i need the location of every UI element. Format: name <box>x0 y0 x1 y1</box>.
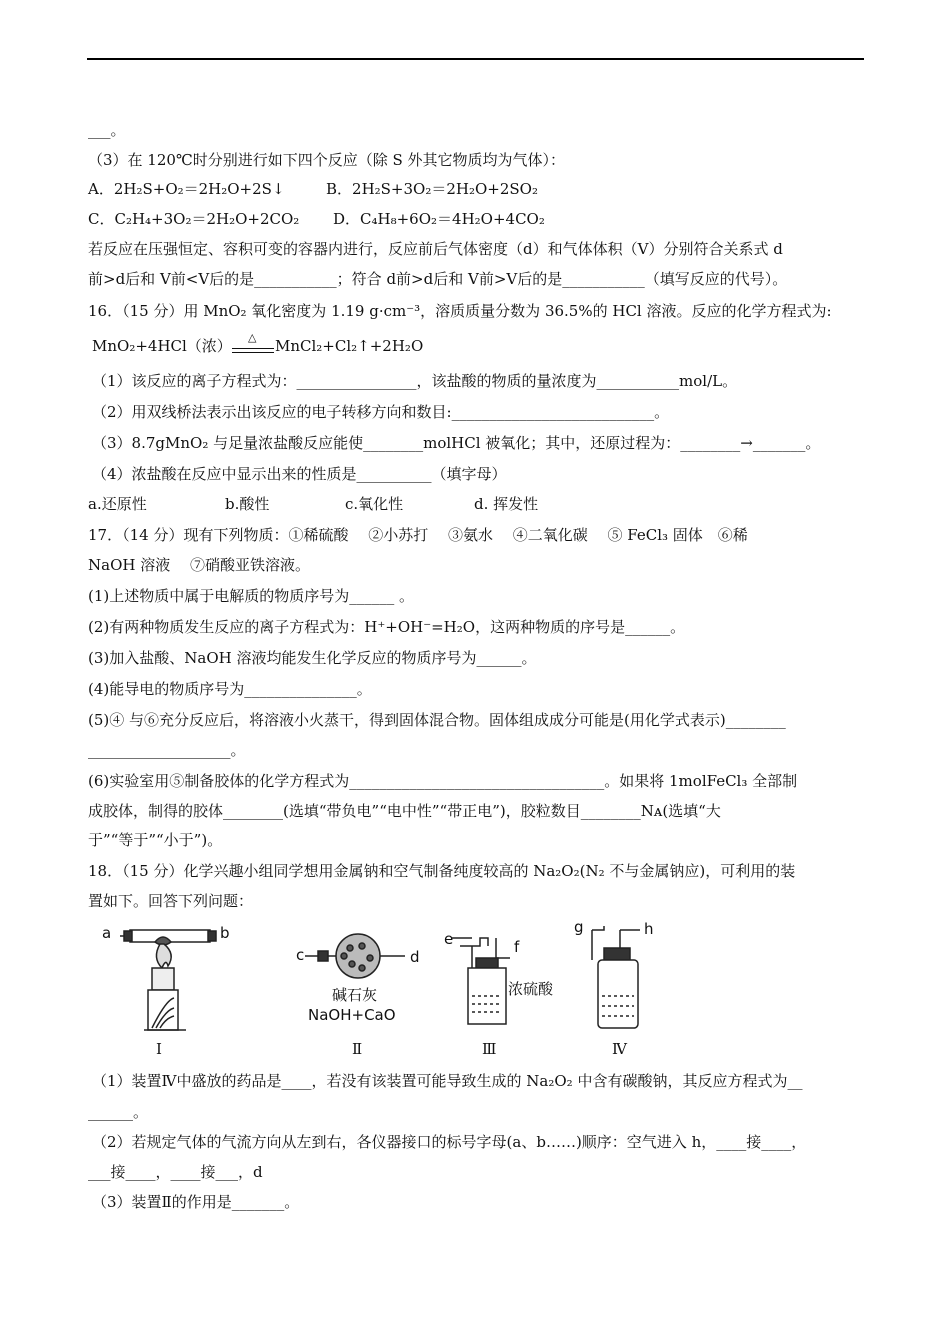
heat-symbol: △ <box>248 331 257 344</box>
port-label-c: c <box>296 946 305 964</box>
question-16: 16．（15 分）用 MnO₂ 氧化密度为 1.19 g·cm⁻³，溶质质量分数为 36.5%的 HCl 溶液。反应的化学方程式为: <box>88 302 832 320</box>
device-iv <box>592 926 640 1028</box>
option-b: B．2H₂S+3O₂＝2H₂O+2SO₂ <box>326 180 538 198</box>
option-a: A．2H₂S+O₂＝2H₂O+2S↓ <box>88 180 285 198</box>
text-line: （2）若规定气体的气流方向从左到右，各仪器接口的标号字母(a、b……)顺序：空气进入 h，____接____， <box>92 1133 807 1151</box>
device-i <box>120 930 216 1030</box>
text-line: (5)④ 与⑥充分反应后，将溶液小火蒸干，得到固体混合物。固体组成成分可能是(用化学式表示)________ <box>88 711 786 729</box>
text-line: NaOH 溶液 ⑦硝酸亚铁溶液。 <box>88 556 310 574</box>
caption-iv: Ⅳ <box>612 1040 627 1058</box>
text-line: 若反应在压强恒定、容积可变的容器内进行，反应前后气体密度（d）和气体体积（V）分别符合关系式 d <box>88 240 783 258</box>
text-line: 前>d后和 V前<V后的是___________；符合 d前>d后和 V前>V后的是___________（填写反应的代号）。 <box>88 270 788 288</box>
choice-c: c.氧化性 <box>345 495 404 513</box>
apparatus-figure <box>100 918 700 1063</box>
caption-i: Ⅰ <box>156 1040 162 1058</box>
port-label-g: g <box>574 918 584 936</box>
choice-a: a.还原性 <box>88 495 147 513</box>
port-label-h: h <box>644 920 654 938</box>
text-line: （4）浓盐酸在反应中显示出来的性质是__________（填字母） <box>92 465 507 483</box>
equation-left: MnO₂+4HCl（浓） <box>92 337 232 355</box>
reagent-ii-name: 碱石灰 <box>332 986 378 1004</box>
equation-arrow <box>232 348 274 353</box>
text-line: (1)上述物质中属于电解质的物质序号为______ 。 <box>88 587 415 605</box>
header-rule <box>87 58 864 60</box>
text-line: （3）在 120℃时分别进行如下四个反应（除 S 外其它物质均为气体）： <box>88 151 566 169</box>
device-ii <box>305 934 405 978</box>
text-line: ______。 <box>88 1103 149 1121</box>
caption-ii: Ⅱ <box>352 1040 363 1058</box>
device-iii <box>452 938 510 1024</box>
port-label-d: d <box>410 948 420 966</box>
text-line: ___________________。 <box>88 741 246 759</box>
text-line: 置如下。回答下列问题： <box>88 892 254 910</box>
port-label-e: e <box>444 930 454 948</box>
caption-iii: Ⅲ <box>482 1040 497 1058</box>
text-line: ___。 <box>88 121 126 139</box>
text-line: ___接____，____接___，d <box>88 1163 263 1181</box>
text-line: 于”“等于”“小于”)。 <box>88 831 223 849</box>
reagent-ii-formula: NaOH+CaO <box>308 1006 396 1024</box>
reagent-iii-name: 浓硫酸 <box>508 980 554 998</box>
choice-b: b.酸性 <box>225 495 270 513</box>
text-line: 成胶体，制得的胶体________(选填“带负电”“电中性”“带正电”)，胶粒数目________Nᴀ(选填“大 <box>88 802 721 820</box>
text-line: （1）装置Ⅳ中盛放的药品是____，若没有该装置可能导致生成的 Na₂O₂ 中含有碳酸钠，其反应方程式为__ <box>92 1072 803 1090</box>
text-line: (6)实验室用⑤制备胶体的化学方程式为__________________________________。如果将 1molFeCl₃ 全部制 <box>88 772 798 790</box>
port-label-f: f <box>514 938 520 956</box>
text-line: (3)加入盐酸、NaOH 溶液均能发生化学反应的物质序号为______。 <box>88 649 537 667</box>
text-line: (4)能导电的物质序号为_______________。 <box>88 680 372 698</box>
apparatus-drawing <box>100 918 700 1063</box>
text-line: (2)有两种物质发生反应的离子方程式为：H⁺+OH⁻=H₂O，这两种物质的序号是______。 <box>88 618 686 636</box>
question-17: 17．（14 分）现有下列物质：①稀硫酸 ②小苏打 ③氨水 ④二氧化碳 ⑤ FeCl₃ 固体 ⑥稀 <box>88 526 748 544</box>
question-18: 18．（15 分）化学兴趣小组同学想用金属钠和空气制备纯度较高的 Na₂O₂(N₂ 不与金属钠应)，可利用的装 <box>88 862 796 880</box>
port-label-b: b <box>220 924 230 942</box>
text-line: （3）8.7gMnO₂ 与足量浓盐酸反应能使________molHCl 被氧化；其中，还原过程为：________→_______。 <box>92 434 821 452</box>
choice-d: d. 挥发性 <box>474 495 539 513</box>
option-d: D．C₄H₈+6O₂＝4H₂O+4CO₂ <box>333 210 545 228</box>
equation-right: MnCl₂+Cl₂↑+2H₂O <box>275 337 424 355</box>
text-line: （2）用双线桥法表示出该反应的电子转移方向和数目:___________________________。 <box>92 403 670 421</box>
text-line: （1）该反应的离子方程式为：________________，该盐酸的物质的量浓度为___________mol/L。 <box>92 372 738 390</box>
port-label-a: a <box>102 924 112 942</box>
option-c: C．C₂H₄+3O₂＝2H₂O+2CO₂ <box>88 210 300 228</box>
text-line: （3）装置Ⅱ的作用是_______。 <box>92 1193 300 1211</box>
